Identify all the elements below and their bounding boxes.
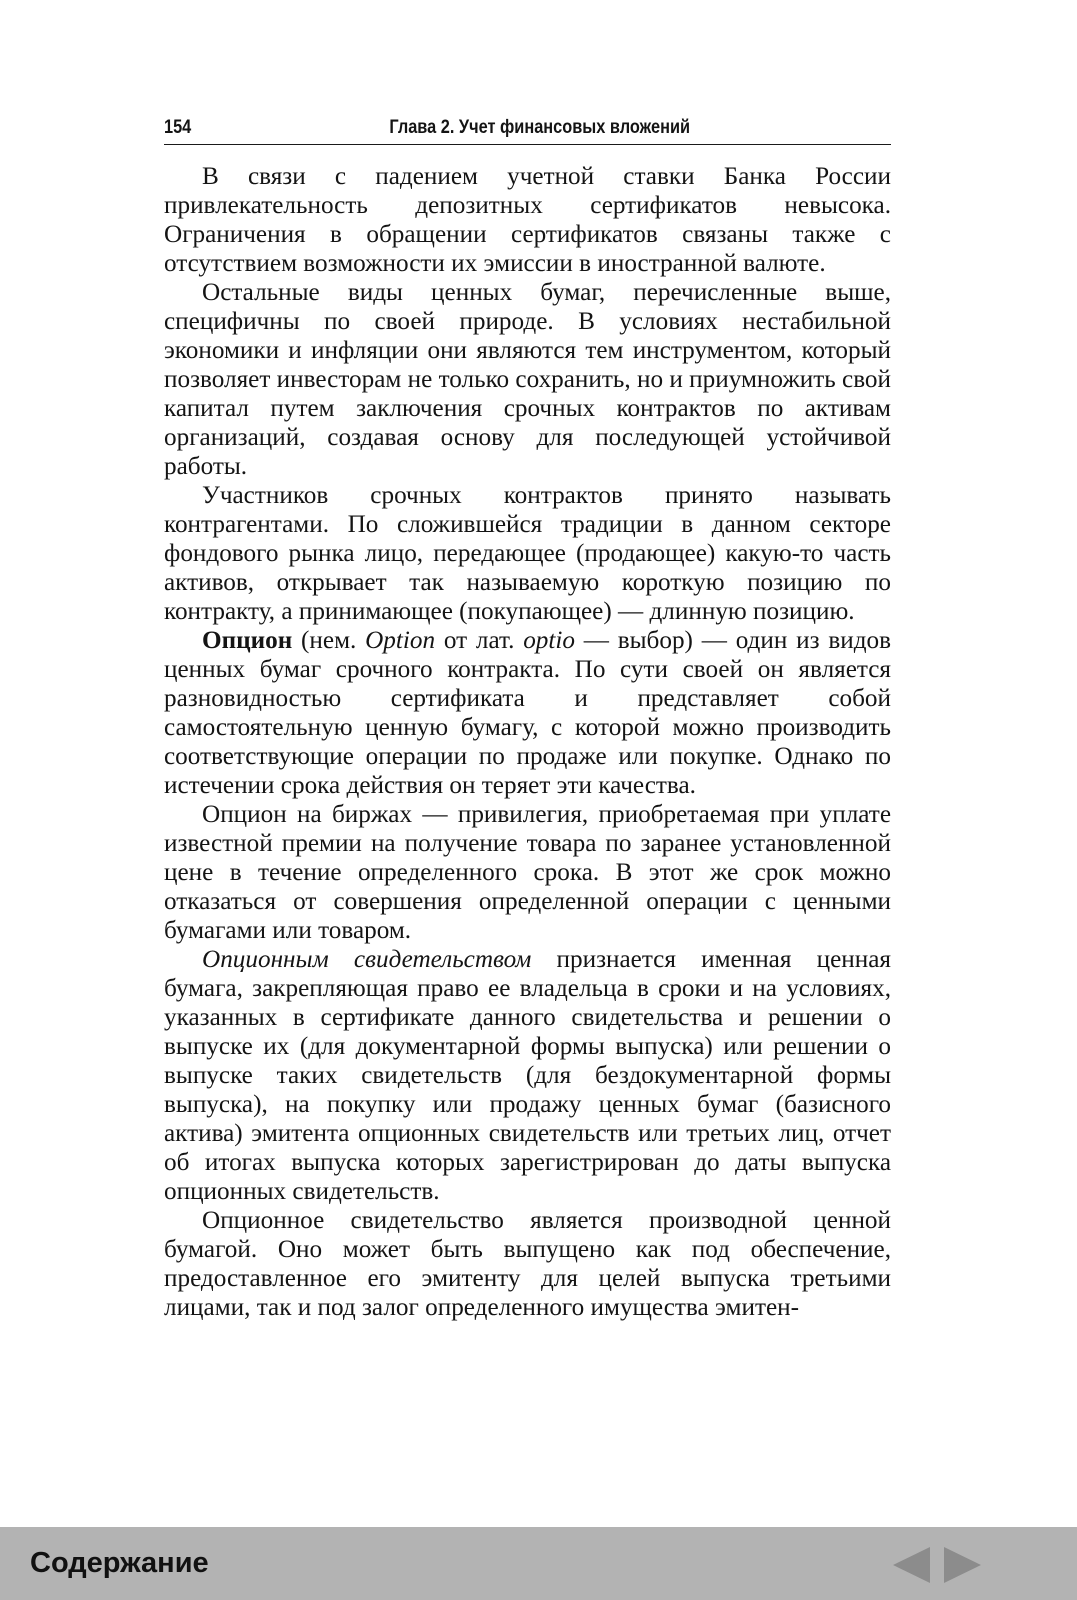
paragraph-deposit-certificates: В связи с падением учетной ставки Банка России привлекательность депозитных сертификатов невысока. Ограничения в обращении сертификатов связаны также с отсутствием возможности их эмиссии в иностранной валюте. — [164, 163, 891, 277]
navigation-bar — [0, 1527, 1077, 1600]
running-head — [164, 114, 891, 145]
next-page-button[interactable] — [944, 1547, 982, 1583]
paragraph-option-certificate — [164, 945, 891, 1206]
term-option-certificate: Опционным свидетельством — [202, 946, 532, 973]
term-option: Опцион — [202, 627, 293, 654]
paragraph-other-securities: Остальные виды ценных бумаг, перечисленные выше, специфичны по своей природе. В условиях нестабильной экономики и инфляции они являются тем инструментом, который позволяет инвесторам не только сохранить, но и приумножить свой капитал путем заключения срочных контрактов по активам организаций, создавая основу для последующей устойчивой работы. — [164, 279, 891, 480]
paragraph-counterparties: Участников срочных контрактов принято называть контрагентами. По сложившейся традиции в данном секторе фондового рынка лицо, передающее (продающее) какую-то часть активов, открывает так называемую короткую позицию по контракту, а принимающее (покупающее) — длинную позицию. — [164, 482, 891, 625]
page-number: 154 — [164, 117, 192, 138]
option-text-3: — выбор) — один из видов ценных бумаг срочного контракта. По сути своей он является разновидностью сертификата и представляет собой самостоятельную ценную бумагу, с которой можно производить соответствующие операции по продаже или покупке. Однако по истечении срока действия он теряет эти качества. — [164, 627, 891, 799]
arrow-right-icon — [944, 1547, 982, 1583]
option-text-2: от лат. — [435, 627, 524, 654]
optio-latin-word: optio — [523, 627, 575, 654]
previous-page-button[interactable] — [893, 1547, 931, 1583]
chapter-title: Глава 2. Учет финансовых вложений — [389, 117, 691, 138]
arrow-left-icon — [893, 1547, 931, 1583]
contents-link[interactable]: Содержание — [30, 1547, 209, 1579]
option-german-word: Option — [365, 627, 436, 654]
paragraph-option-exchange: Опцион на биржах — привилегия, приобретаемая при уплате известной премии на получение товара по заранее установленной цене в течение определенного срока. В этот же срок можно отказаться от совершения определенной операции с ценными бумагами или товаром. — [164, 801, 891, 944]
paragraph-derivative: Опционное свидетельство является производной ценной бумагой. Оно может быть выпущено как под обеспечение, предоставленное его эмитенту для целей выпуска третьими лицами, так и под залог определенного имущества эмитен- — [164, 1207, 891, 1321]
paragraph-option-definition — [164, 626, 891, 800]
option-certificate-text: признается именная ценная бумага, закрепляющая право ее владельца в сроки и на условиях, указанных в сертификате данного свидетельства и решении о выпуске их (для документарной формы выпуска) или решении о выпуске таких свидетельств (для бездокументарной формы выпуска), на покупку или продажу ценных бумаг (базисного актива) эмитента опционных свидетельств или третьих лиц, отчет об итогах выпуска которых зарегистрирован до даты выпуска опционных свидетельств. — [164, 946, 892, 1205]
body-text — [164, 162, 891, 1322]
option-text-1: (нем. — [292, 627, 366, 654]
